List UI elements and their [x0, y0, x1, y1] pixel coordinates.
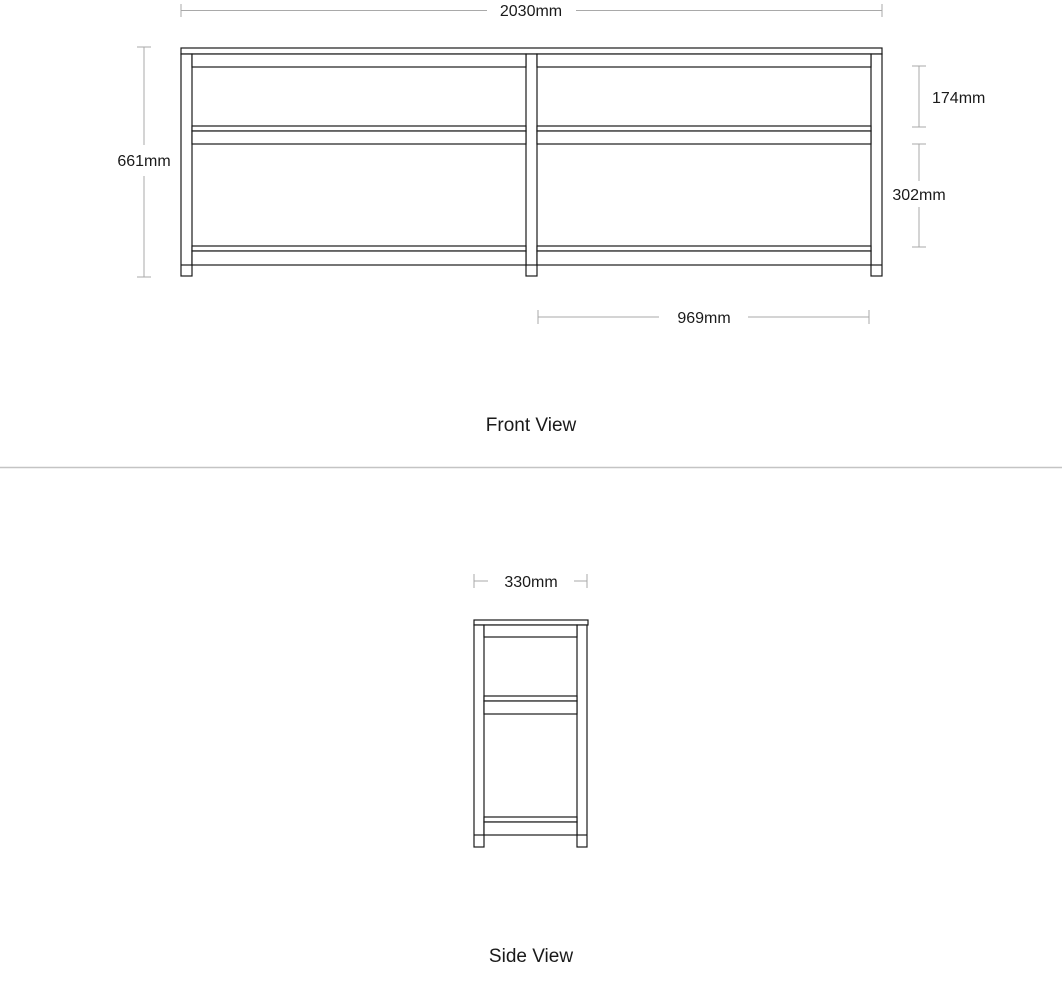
- top-shelf-height-label: 174mm: [932, 90, 986, 107]
- side-front-post: [474, 625, 484, 847]
- overall-height-dimension: [117, 47, 170, 277]
- overall-width-dimension: [181, 3, 882, 20]
- front-bottom-shelf-left: [192, 246, 526, 251]
- overall-width-label: 2030mm: [499, 3, 563, 20]
- front-right-post: [871, 54, 882, 276]
- side-top-panel: [474, 620, 588, 625]
- side-cabinet: [474, 620, 588, 847]
- side-top-rail: [484, 625, 577, 637]
- front-bottom-rail-right: [537, 251, 871, 265]
- bottom-shelf-height-dimension: [892, 144, 945, 247]
- depth-label: 330mm: [504, 574, 558, 591]
- front-left-post: [181, 54, 192, 276]
- front-top-rail-right: [537, 54, 871, 67]
- front-view: [117, 3, 985, 436]
- side-bottom-rail: [484, 822, 577, 835]
- front-cabinet: [181, 48, 882, 276]
- side-view-title: Side View: [488, 946, 574, 967]
- bay-width-dimension: [538, 310, 869, 327]
- overall-height-label: 661mm: [117, 153, 171, 170]
- front-top-rail-left: [192, 54, 526, 67]
- front-top-panel: [181, 48, 882, 54]
- bay-width-label: 969mm: [677, 310, 731, 327]
- top-shelf-height-dimension: [912, 66, 985, 127]
- front-bottom-rail-left: [192, 251, 526, 265]
- side-bottom-shelf: [484, 817, 577, 822]
- front-view-title: Front View: [485, 415, 577, 436]
- front-middle-rail-left: [192, 131, 526, 144]
- side-middle-shelf: [484, 696, 577, 701]
- front-middle-shelf-right: [537, 126, 871, 131]
- front-middle-rail-right: [537, 131, 871, 144]
- bottom-shelf-height-label: 302mm: [892, 187, 946, 204]
- depth-dimension: [474, 574, 587, 591]
- front-middle-shelf-left: [192, 126, 526, 131]
- side-view: [474, 574, 588, 967]
- front-bottom-shelf-right: [537, 246, 871, 251]
- front-middle-post: [526, 54, 537, 276]
- side-back-post: [577, 625, 587, 847]
- side-middle-rail: [484, 701, 577, 714]
